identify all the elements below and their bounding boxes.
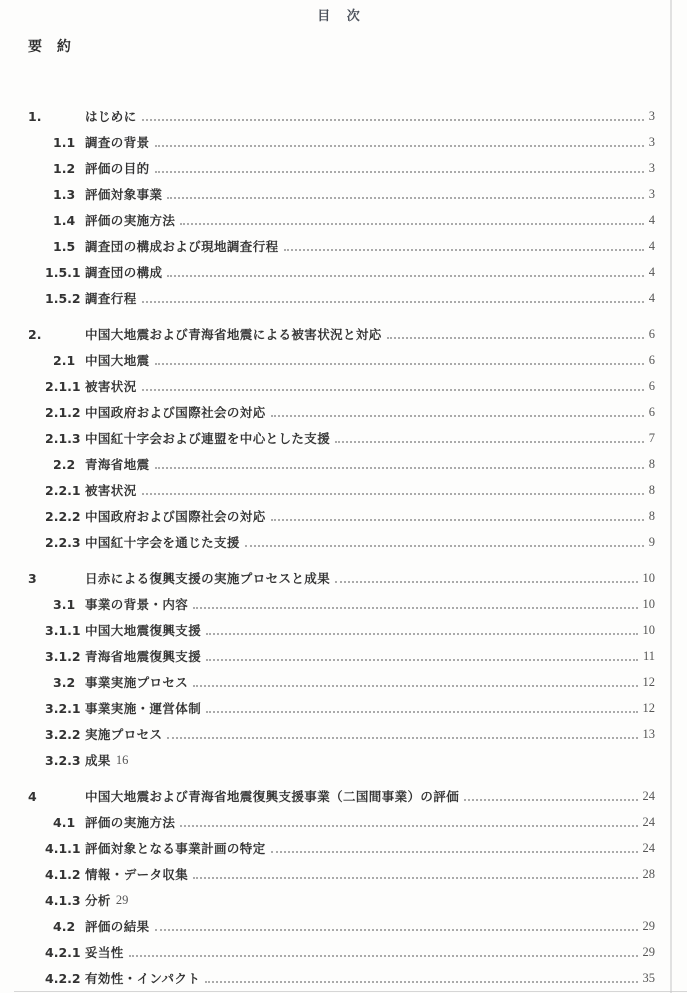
toc-entry-label: 評価の目的: [85, 161, 150, 176]
toc-entry: [28, 835, 655, 861]
toc-entry-number: 4.2.2: [45, 970, 81, 986]
toc-entry: [28, 155, 655, 181]
toc-leader-dots: [205, 981, 637, 983]
toc-entry-page: 29: [642, 944, 655, 959]
toc-entry: [28, 939, 655, 965]
toc-entry-page: 10: [642, 570, 655, 585]
toc-entry: [28, 451, 655, 477]
toc-leader-dots: [155, 929, 638, 931]
toc-entry-page: 24: [642, 814, 655, 829]
toc-entry-number: 1.5: [53, 238, 76, 254]
page-title: 目 次: [317, 9, 366, 24]
toc-leader-dots: [142, 119, 644, 121]
toc-entry-page: 13: [642, 726, 655, 741]
toc-entry: [28, 347, 655, 373]
toc-entry: [28, 617, 655, 643]
toc-leader-dots: [155, 363, 644, 365]
toc-entry: [28, 721, 655, 747]
toc-leader-dots: [180, 825, 637, 827]
toc-leader-dots: [129, 955, 638, 957]
toc-entry-number: 3.2: [53, 674, 76, 690]
toc-entry-number: 1.5.2: [45, 290, 81, 306]
toc-entry-label: 中国政府および国際社会の対応: [85, 405, 266, 420]
toc-entry-number: 4: [28, 788, 37, 804]
toc-leader-dots: [271, 851, 638, 853]
toc-entry-label: 事業実施・運営体制: [85, 701, 202, 716]
toc-entry-page: 4: [648, 264, 655, 279]
toc-entry-page: 3: [648, 160, 655, 175]
toc-entry-page: 4: [648, 290, 655, 305]
toc-leader-dots: [245, 545, 644, 547]
toc-leader-dots: [387, 337, 644, 339]
toc-entry: [28, 503, 655, 529]
toc-leader-dots: [155, 467, 644, 469]
toc-entry-number: 4.1: [53, 814, 76, 830]
toc-entry-label: 評価の結果: [85, 919, 150, 934]
toc-entry: [28, 477, 655, 503]
toc-entry-number: 1.: [28, 108, 42, 124]
toc-entry: [28, 669, 655, 695]
toc-entry-number: 2.2.1: [45, 482, 81, 498]
toc-entry: [28, 285, 655, 311]
toc-entry: [28, 887, 655, 913]
toc-entry-label: はじめに: [85, 109, 137, 124]
toc-entry-page: 6: [648, 404, 655, 419]
toc-entry-number: 2.1.2: [45, 404, 81, 420]
toc-entry: [28, 529, 655, 555]
toc-leader-dots: [193, 607, 637, 609]
toc-entry-number: 4.1.1: [45, 840, 81, 856]
toc-entry: [28, 321, 655, 347]
toc-entry-number: 3.1.1: [45, 622, 81, 638]
toc-entry: [28, 913, 655, 939]
toc-entry-number: 3.1: [53, 596, 76, 612]
toc-entry-number: 4.1.2: [45, 866, 81, 882]
toc-entry-label: 成果: [85, 753, 111, 768]
toc-entry-page: 3: [648, 134, 655, 149]
toc-entry-page: 8: [648, 508, 655, 523]
toc-entry-number: 2.1.3: [45, 430, 81, 446]
toc-entry-label: 調査団の構成: [85, 265, 163, 280]
toc-entry: [28, 783, 655, 809]
toc-entry-number: 1.4: [53, 212, 76, 228]
toc-entry-label: 日赤による復興支援の実施プロセスと成果: [85, 571, 331, 586]
scan-page-edge-right: [670, 0, 672, 993]
toc-leader-dots: [193, 877, 637, 879]
toc-entry-label: 情報・データ収集: [85, 867, 189, 882]
toc-entry-label: 青海省地震復興支援: [85, 649, 202, 664]
toc-leader-dots: [155, 171, 644, 173]
toc-entry-label: 中国紅十字会および連盟を中心とした支援: [85, 431, 331, 446]
toc-entry-number: 1.1: [53, 134, 76, 150]
toc-entry-page: 8: [648, 482, 655, 497]
toc-leader-dots: [206, 633, 637, 635]
toc-entry-label: 調査団の構成および現地調査行程: [85, 239, 279, 254]
toc-entry-page: 10: [642, 596, 655, 611]
toc-leader-dots: [167, 275, 643, 277]
toc-entry: [28, 181, 655, 207]
toc-entry: [28, 207, 655, 233]
toc-entry-page: 35: [642, 970, 655, 985]
toc-entry-label: 評価の実施方法: [85, 815, 176, 830]
toc-entry: [28, 233, 655, 259]
toc-entry-page: 3: [648, 186, 655, 201]
toc-leader-dots: [464, 799, 637, 801]
toc-leader-dots: [206, 659, 638, 661]
toc-entry-label: 評価対象事業: [85, 187, 163, 202]
toc-entry-page: 6: [648, 352, 655, 367]
toc-entry-page: 24: [642, 840, 655, 855]
toc-entry-number: 2.2.3: [45, 534, 81, 550]
toc-entry-page: 3: [648, 108, 655, 123]
toc-entry-page: 24: [642, 788, 655, 803]
toc-entry-page: 16: [115, 752, 129, 767]
toc-entry-number: 1.2: [53, 160, 76, 176]
toc-entry-number: 4.1.3: [45, 892, 81, 908]
toc-leader-dots: [193, 685, 637, 687]
toc-leader-dots: [180, 223, 643, 225]
toc-entry: [28, 695, 655, 721]
toc-entry-label: 中国政府および国際社会の対応: [85, 509, 266, 524]
scan-page-edge-bottom: [14, 991, 687, 992]
toc-entry-label: 評価の実施方法: [85, 213, 176, 228]
toc-entry-number: 2.2.2: [45, 508, 81, 524]
toc-entry-number: 3: [28, 570, 37, 586]
toc-entry-number: 2.: [28, 326, 42, 342]
toc-entry-number: 2.2: [53, 456, 76, 472]
toc-entry-label: 被害状況: [85, 483, 137, 498]
toc-entry: [28, 591, 655, 617]
toc-entry-label: 中国大地震復興支援: [85, 623, 202, 638]
toc-entry-page: 6: [648, 326, 655, 341]
toc-leader-dots: [142, 493, 644, 495]
toc-entry-number: 3.2.2: [45, 726, 81, 742]
table-of-contents: [28, 103, 655, 991]
toc-leader-dots: [206, 711, 637, 713]
toc-entry: [28, 425, 655, 451]
toc-entry-number: 2.1.1: [45, 378, 81, 394]
toc-entry-page: 4: [648, 238, 655, 253]
toc-entry-page: 12: [642, 674, 655, 689]
toc-entry: [28, 259, 655, 285]
toc-entry-label: 中国大地震および青海省地震復興支援事業（二国間事業）の評価: [85, 789, 460, 804]
toc-leader-dots: [142, 301, 644, 303]
toc-entry-label: 事業実施プロセス: [85, 675, 189, 690]
toc-entry-page: 10: [642, 622, 655, 637]
toc-leader-dots: [284, 249, 644, 251]
toc-entry-label: 中国大地震および青海省地震による被害状況と対応: [85, 327, 382, 342]
toc-leader-dots: [335, 441, 644, 443]
toc-entry-label: 調査行程: [85, 291, 137, 306]
toc-entry-label: 事業の背景・内容: [85, 597, 189, 612]
toc-entry-page: 29: [642, 918, 655, 933]
toc-leader-dots: [142, 389, 644, 391]
toc-entry-page: 11: [642, 648, 655, 663]
toc-entry-label: 被害状況: [85, 379, 137, 394]
toc-entry-number: 3.2.1: [45, 700, 81, 716]
toc-entry-label: 評価対象となる事業計画の特定: [85, 841, 266, 856]
toc-entry-number: 4.2.1: [45, 944, 81, 960]
toc-entry: [28, 747, 655, 773]
toc-entry-page: 12: [642, 700, 655, 715]
toc-entry-label: 妥当性: [85, 945, 124, 960]
toc-entry: [28, 399, 655, 425]
toc-entry-number: 3.2.3: [45, 752, 81, 768]
toc-entry-page: 9: [648, 534, 655, 549]
toc-leader-dots: [155, 145, 644, 147]
toc-entry: [28, 809, 655, 835]
toc-entry-label: 分析: [85, 893, 111, 908]
toc-entry-label: 実施プロセス: [85, 727, 163, 742]
toc-entry-page: 7: [648, 430, 655, 445]
toc-entry: [28, 861, 655, 887]
toc-entry: [28, 103, 655, 129]
toc-entry: [28, 643, 655, 669]
toc-entry-number: 2.1: [53, 352, 76, 368]
toc-entry-label: 有効性・インパクト: [85, 971, 201, 986]
toc-entry-page: 28: [642, 866, 655, 881]
abstract-heading: 要 約: [28, 39, 76, 55]
toc-entry: [28, 373, 655, 399]
toc-entry-page: 6: [648, 378, 655, 393]
toc-entry-page: 8: [648, 456, 655, 471]
toc-entry: [28, 129, 655, 155]
toc-leader-dots: [167, 737, 637, 739]
toc-entry-label: 中国紅十字会を通じた支援: [85, 535, 240, 550]
toc-entry-page: 29: [115, 892, 129, 907]
toc-entry-number: 3.1.2: [45, 648, 81, 664]
toc-leader-dots: [335, 581, 637, 583]
toc-entry-label: 調査の背景: [85, 135, 150, 150]
toc-leader-dots: [167, 197, 643, 199]
toc-entry-number: 1.5.1: [45, 264, 81, 280]
toc-entry-label: 青海省地震: [85, 457, 150, 472]
toc-entry-page: 4: [648, 212, 655, 227]
toc-entry-number: 1.3: [53, 186, 76, 202]
toc-leader-dots: [271, 415, 644, 417]
toc-entry: [28, 965, 655, 991]
toc-entry-number: 4.2: [53, 918, 76, 934]
toc-leader-dots: [271, 519, 644, 521]
toc-entry-label: 中国大地震: [85, 353, 150, 368]
toc-entry: [28, 565, 655, 591]
